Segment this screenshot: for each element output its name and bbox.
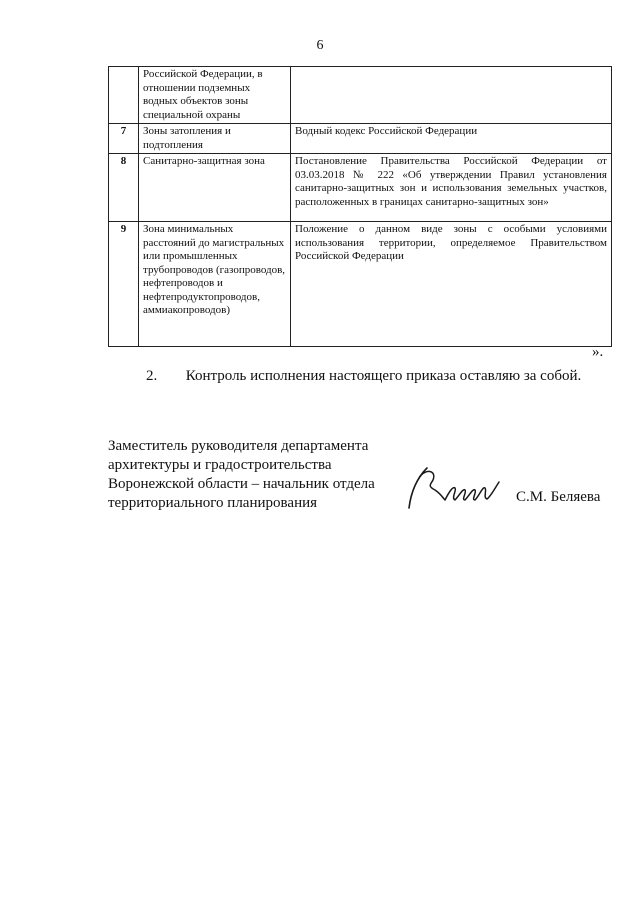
closing-quote: ». [592,344,604,360]
table-row [109,124,612,154]
signer-position-line: Воронежской области – начальник отдела [108,476,375,492]
paragraph-2 [146,368,581,385]
signer-position [108,437,408,513]
row-number [109,67,139,124]
row-number: 9 [109,222,139,347]
signer-position-line: архитектуры и градостроительства [108,457,332,473]
legal-document: Водный кодекс Российской Федерации [291,124,612,154]
signer-name: С.М. Беляева [516,489,601,505]
table-row [109,67,612,124]
signer-position-line: территориального планирования [108,495,318,511]
legal-document: Постановление Правительства Российской Федерации от 03.03.2018 № 222 «Об утверждении Правил установления санитарно-защитных зон и использования земельных участков, расположенных в границах санитарно-защитных зон» [291,154,612,222]
paragraph-number: 2. [146,368,158,384]
zone-name: Зона минимальных расстояний до магистральных или промышленных трубопроводов (газопроводов, нефтепроводов и нефтепродуктопроводов, аммиакопроводов) [139,222,291,347]
zone-name: Санитарно-защитная зона [139,154,291,222]
legal-document: Положение о данном виде зоны с особыми условиями использования территории, определяемое Правительством Российской Федерации [291,222,612,347]
signer-position-line: Заместитель руководителя департамента [108,438,369,454]
table-row [109,154,612,222]
zone-name: Российской Федерации, в отношении подземных водных объектов зоны специальной охраны [139,67,291,124]
handwritten-signature [405,462,505,512]
table-row [109,222,612,347]
legal-document [291,67,612,124]
row-number: 7 [109,124,139,154]
page-number: 6 [316,38,324,53]
zones-table [108,66,612,347]
row-number: 8 [109,154,139,222]
zone-name: Зоны затопления и подтопления [139,124,291,154]
paragraph-text: Контроль исполнения настоящего приказа оставляю за собой. [185,368,582,384]
